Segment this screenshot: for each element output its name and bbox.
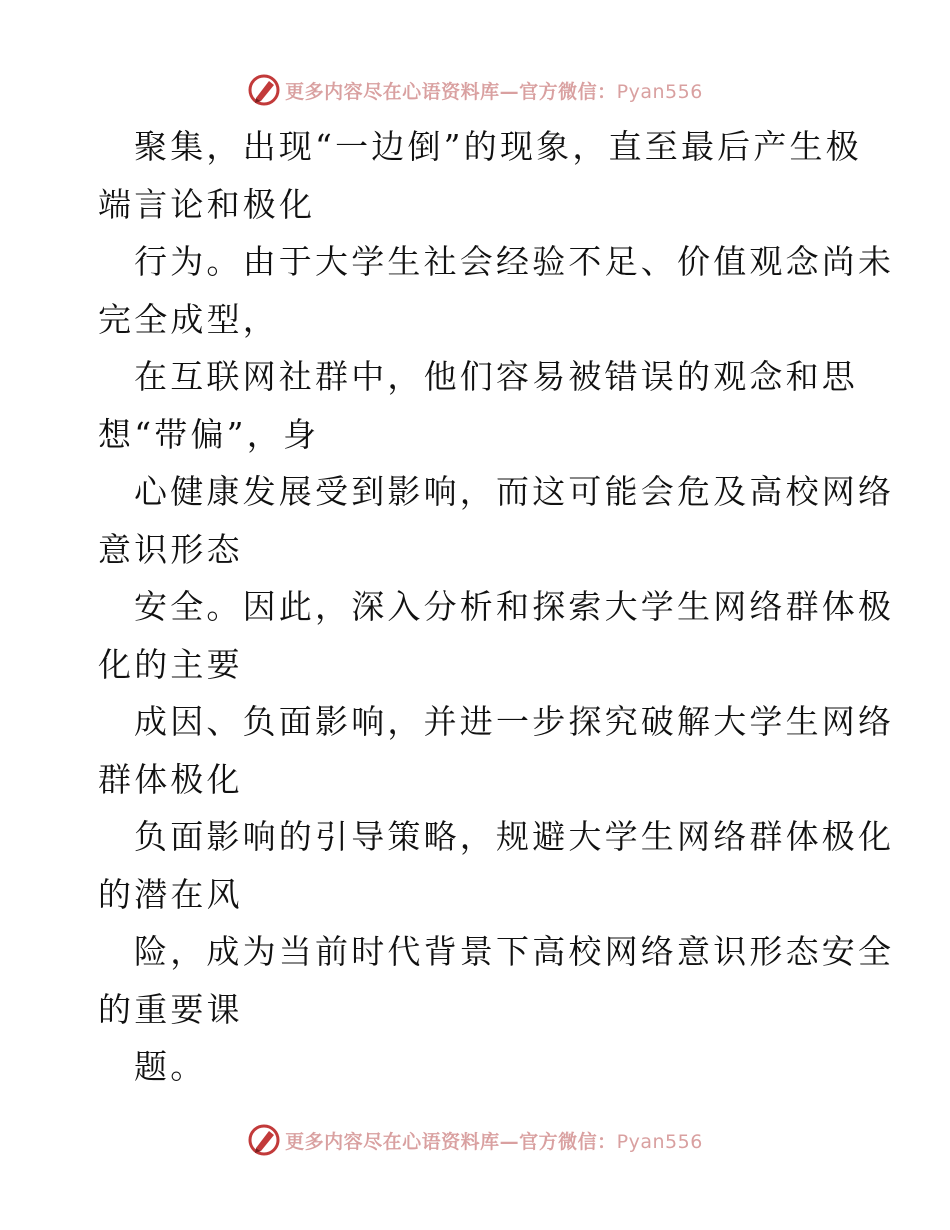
paragraph-4 [98, 463, 895, 578]
pen-logo-icon [247, 1123, 281, 1157]
paragraph-line: 端言论和极化 [98, 184, 316, 224]
header-id: Pyan556 [616, 80, 703, 103]
paragraph-line: 题。 [134, 1047, 207, 1086]
paragraph-line: 化的主要 [98, 644, 243, 684]
paragraph-7 [98, 808, 895, 923]
paragraph-line: 在互联网社群中，他们容易被错误的观念和思 [134, 357, 858, 396]
paragraph-9 [98, 1038, 858, 1096]
paragraph-line: 成因、负面影响，并进一步探究破解大学生网络 [134, 702, 895, 741]
paragraph-line: 群体极化 [98, 759, 243, 799]
paragraph-1 [98, 118, 862, 233]
paragraph-line: 意识形态 [98, 529, 243, 569]
paragraph-line: 聚集，出现“一边倒”的现象，直至最后产生极 [134, 127, 862, 166]
paragraph-line: 安全。因此，深入分析和探索大学生网络群体极 [134, 587, 895, 626]
paragraph-line: 想“带偏”，身 [98, 414, 320, 454]
paragraph-line: 的潜在风 [98, 874, 243, 914]
paragraph-2 [98, 233, 895, 348]
paragraph-6 [98, 693, 895, 808]
paragraph-8 [98, 923, 895, 1038]
paragraph-line: 行为。由于大学生社会经验不足、价值观念尚未 [134, 242, 895, 281]
footer-banner [0, 1120, 950, 1160]
document-body [98, 118, 895, 1096]
paragraph-line: 完全成型， [98, 299, 279, 339]
header-banner [0, 70, 950, 110]
paragraph-5 [98, 578, 895, 693]
pen-logo-icon [247, 73, 281, 107]
paragraph-line: 负面影响的引导策略，规避大学生网络群体极化 [134, 817, 895, 856]
paragraph-line: 心健康发展受到影响，而这可能会危及高校网络 [134, 472, 895, 511]
footer-cn: 更多内容尽在心语资料库—官方微信： [285, 1130, 617, 1153]
paragraph-3 [98, 348, 858, 463]
footer-text [285, 1127, 703, 1154]
footer-id: Pyan556 [616, 1130, 703, 1153]
header-text [285, 77, 703, 104]
paragraph-line: 的重要课 [98, 989, 243, 1029]
header-cn: 更多内容尽在心语资料库—官方微信： [285, 80, 617, 103]
paragraph-line: 险，成为当前时代背景下高校网络意识形态安全 [134, 932, 895, 971]
